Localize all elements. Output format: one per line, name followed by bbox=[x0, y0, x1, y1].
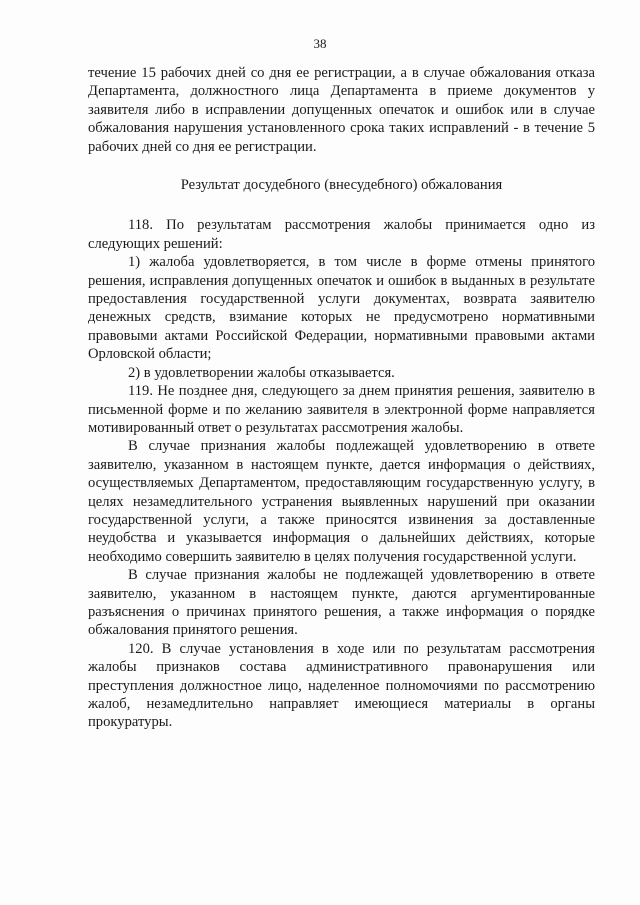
paragraph-120: 120. В случае установления в ходе или по результатам рассмотрения жалобы признаков состава административного правонарушения или преступления должностное лицо, наделенное полномочиями по рассмотрению жалоб, незамедлительно направляет имеющиеся материалы в органы прокуратуры. bbox=[88, 640, 595, 731]
paragraph-119-satisfied: В случае признания жалобы подлежащей удовлетворению в ответе заявителю, указанном в настоящем пункте, дается информация о действиях, осуществляемых Департаментом, предоставляющим государственную услугу, в целях незамедлительного устранения выявленных нарушений при оказании государственной услуги, а также приносятся извинения за доставленные неудобства и указывается информация о дальнейших действиях, которые необходимо совершить заявителю в целях получения государственной услуги. bbox=[88, 438, 595, 565]
paragraph-118: 118. По результатам рассмотрения жалобы принимается одно из следующих решений: bbox=[88, 217, 595, 252]
paragraph-continuation: течение 15 рабочих дней со дня ее регистрации, а в случае обжалования отказа Департамента, должностного лица Департамента в приеме документов у заявителя либо в исправлении допущенных опечаток и ошибок или в случае обжалования нарушения установленного срока таких исправлений - в течение 5 рабочих дней со дня ее регистрации. bbox=[88, 65, 595, 155]
section-heading: Результат досудебного (внесудебного) обжалования bbox=[180, 177, 503, 194]
paragraph-118-item-2: 2) в удовлетворении жалобы отказывается. bbox=[128, 364, 395, 381]
paragraph-118-item-1: 1) жалоба удовлетворяется, в том числе в форме отмены принятого решения, исправления допущенных опечаток и ошибок в выданных в результате предоставления государственной услуги документах, возврата заявителю денежных средств, взимание которых не предусмотрено нормативными правовыми актами Российской Федерации, нормативными правовыми актами Орловской области; bbox=[88, 254, 595, 363]
paragraph-119-refused: В случае признания жалобы не подлежащей удовлетворению в ответе заявителю, указанном в настоящем пункте, даются аргументированные разъяснения о причинах принятого решения, а также информация о порядке обжалования принятого решения. bbox=[88, 567, 595, 639]
paragraph-119: 119. Не позднее дня, следующего за днем принятия решения, заявителю в письменной форме и по желанию заявителя в электронной форме направляется мотивированный ответ о результатах рассмотрения жалобы. bbox=[88, 383, 595, 436]
page-number: 38 bbox=[313, 36, 327, 51]
document-body bbox=[88, 64, 595, 732]
